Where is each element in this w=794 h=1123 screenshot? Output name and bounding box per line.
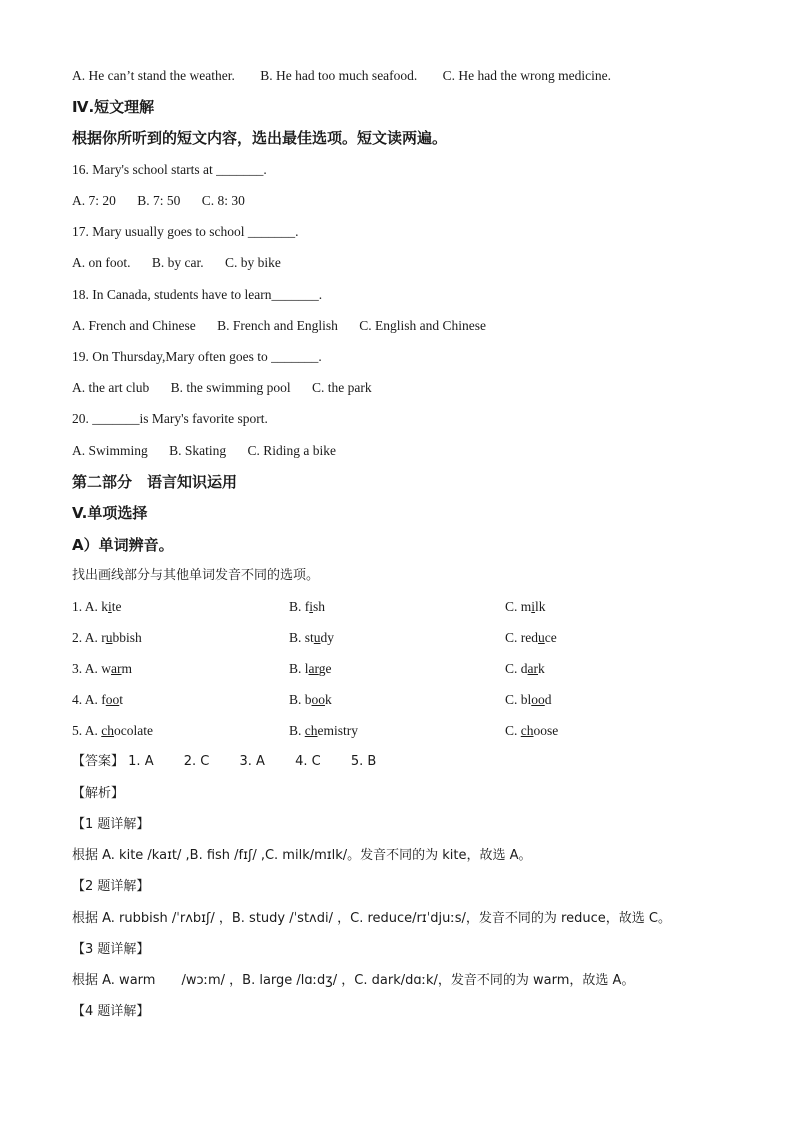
- p2-option-a: 2. A. rubbish: [72, 630, 142, 645]
- q20-option-a: A. Swimming: [72, 443, 148, 458]
- section5-title: V.单项选择: [72, 504, 148, 522]
- q20-option-c: C. Riding a bike: [247, 443, 337, 458]
- p1-option-a: 1. A. kite: [72, 599, 122, 614]
- answer-3: 3. A: [239, 754, 265, 769]
- q15-options-row: [72, 67, 629, 85]
- q16-option-a: A. 7: 20: [72, 193, 116, 208]
- answer-line: [72, 753, 376, 771]
- part2-title: 第二部分 语言知识运用: [72, 473, 238, 491]
- q19-option-b: B. the swimming pool: [170, 380, 291, 395]
- question-16-stem: 16. Mary's school starts at _______.: [72, 162, 267, 177]
- q20-option-b: B. Skating: [169, 443, 227, 458]
- answer-2: 2. C: [183, 754, 210, 769]
- question-20-options: [72, 442, 354, 460]
- q17-option-c: C. by bike: [225, 255, 281, 270]
- subsection-a-instruction: 找出画线部分与其他单词发音不同的选项。: [72, 568, 320, 583]
- p3-option-b: B. large: [289, 661, 332, 676]
- q15-option-a: A. He can’t stand the weather.: [72, 68, 235, 83]
- p5-option-a: 5. A. chocolate: [72, 723, 153, 738]
- detail-3-text: 根据 A. warm /wɔːm/ ，B. large /lɑːdʒ/ ，C. dark/dɑːk/，发音不同的为 warm，故选 A。: [72, 973, 635, 988]
- question-16-options: [72, 192, 263, 210]
- p4-option-b: B. book: [289, 692, 332, 707]
- p4-option-a: 4. A. foot: [72, 692, 124, 707]
- analysis-label: 【解析】: [72, 786, 125, 801]
- answer-4: 4. C: [295, 754, 321, 769]
- question-18-stem: 18. In Canada, students have to learn_______.: [72, 287, 323, 302]
- q18-option-b: B. French and English: [217, 318, 338, 333]
- question-17-stem: 17. Mary usually goes to school _______.: [72, 224, 299, 239]
- p2-option-b: B. study: [289, 630, 335, 645]
- detail-3-title: 【3 题详解】: [72, 942, 150, 957]
- detail-1-title: 【1 题详解】: [72, 817, 150, 832]
- q19-option-a: A. the art club: [72, 380, 150, 395]
- p2-option-c: C. reduce: [505, 630, 557, 645]
- subsection-a-title: A）单词辨音。: [72, 536, 174, 554]
- section4-instruction: 根据你所听到的短文内容，选出最佳选项。短文读两遍。: [72, 129, 448, 147]
- p5-option-c: C. choose: [505, 723, 559, 738]
- question-19-options: [72, 379, 390, 397]
- q18-option-c: C. English and Chinese: [359, 318, 486, 333]
- detail-1-text: 根据 A. kite /kaɪt/ ,B. fish /fɪʃ/ ,C. milk/mɪlk/。发音不同的为 kite，故选 A。: [72, 848, 532, 863]
- q18-option-a: A. French and Chinese: [72, 318, 196, 333]
- p3-option-a: 3. A. warm: [72, 661, 133, 676]
- detail-4-title: 【4 题详解】: [72, 1004, 150, 1019]
- section4-title: Ⅳ.短文理解: [72, 98, 155, 116]
- detail-2-title: 【2 题详解】: [72, 879, 150, 894]
- q17-option-a: A. on foot.: [72, 255, 131, 270]
- answer-1: 1. A: [128, 754, 154, 769]
- question-19-stem: 19. On Thursday,Mary often goes to _______.: [72, 349, 322, 364]
- answer-5: 5. B: [350, 754, 377, 769]
- q15-option-c: C. He had the wrong medicine.: [442, 68, 611, 83]
- answer-label: 【答案】: [72, 754, 125, 769]
- q19-option-c: C. the park: [312, 380, 372, 395]
- p4-option-c: C. blood: [505, 692, 552, 707]
- q15-option-b: B. He had too much seafood.: [260, 68, 418, 83]
- q16-option-b: B. 7: 50: [137, 193, 181, 208]
- question-18-options: [72, 317, 504, 335]
- p5-option-b: B. chemistry: [289, 723, 359, 738]
- q16-option-c: C. 8: 30: [201, 193, 245, 208]
- q17-option-b: B. by car.: [151, 255, 204, 270]
- p3-option-c: C. dark: [505, 661, 545, 676]
- detail-2-text: 根据 A. rubbish /ˈrʌbɪʃ/ ，B. study /ˈstʌdi/ ，C. reduce/rɪˈdjuːs/，发音不同的为 reduce，故选 C。: [72, 911, 671, 926]
- question-17-options: [72, 254, 299, 272]
- p1-option-c: C. milk: [505, 599, 546, 614]
- question-20-stem: 20. _______is Mary's favorite sport.: [72, 411, 268, 426]
- p1-option-b: B. fish: [289, 599, 326, 614]
